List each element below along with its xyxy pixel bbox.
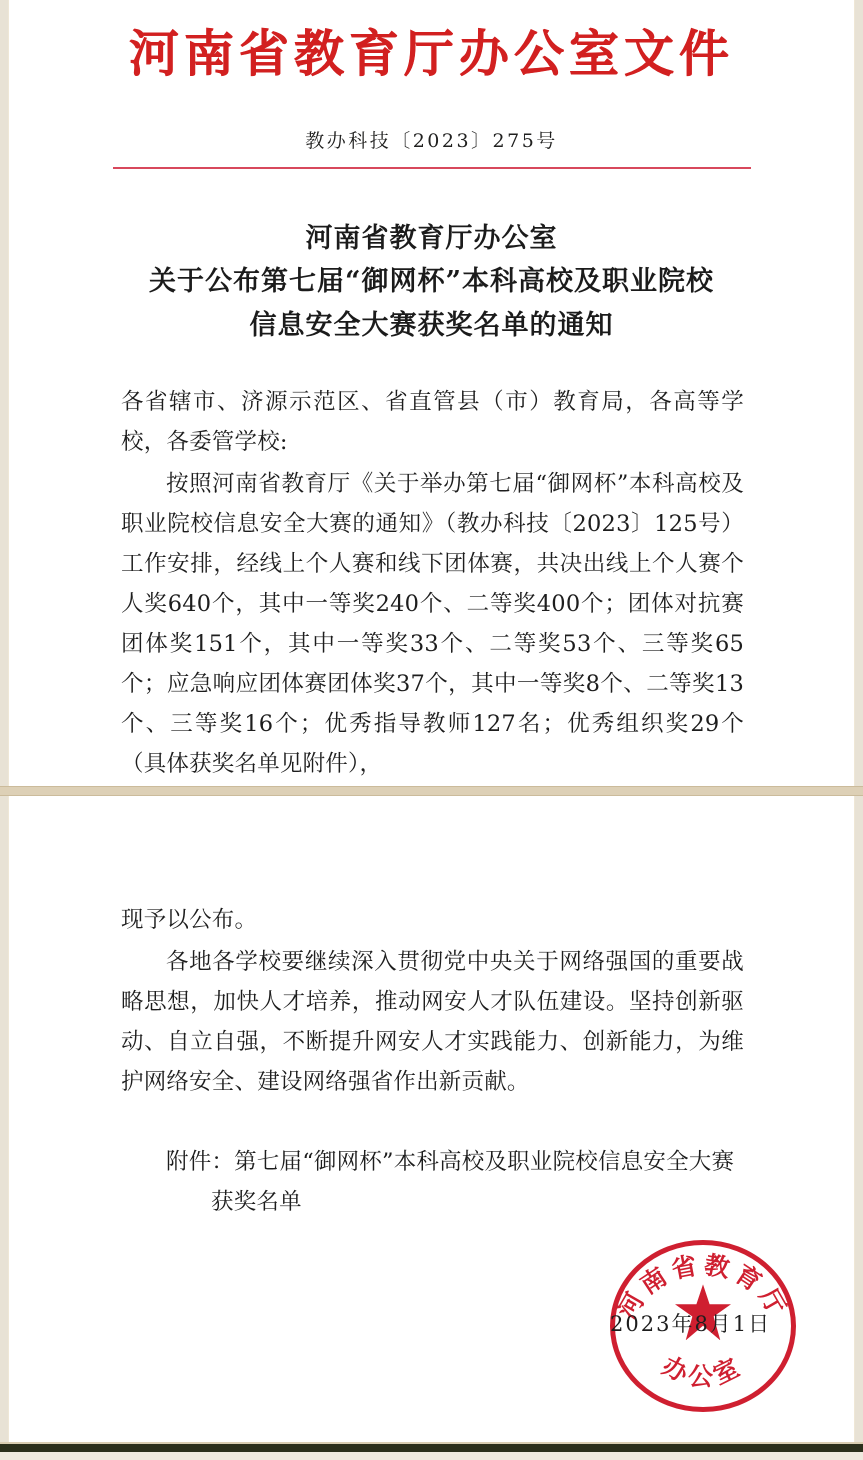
page-separator xyxy=(0,786,863,796)
seal-bottom-text-path: 办公室 xyxy=(657,1351,749,1392)
seal-and-date-zone xyxy=(121,1240,794,1460)
document-title xyxy=(9,217,854,348)
seal-bottom-label xyxy=(658,1351,748,1391)
attachment-block xyxy=(121,1142,744,1222)
attachment-line-2: 获奖名单 xyxy=(211,1189,302,1216)
document-masthead: 河南省教育厅办公室文件 xyxy=(129,24,734,83)
attachment-line-1: 附件：第七届“御网杯”本科高校及职业院校信息安全大赛 xyxy=(166,1149,735,1176)
document-page-2 xyxy=(8,796,855,1444)
issue-date: 2023年8月1日 xyxy=(610,1312,772,1337)
page-2-top-margin xyxy=(9,796,854,900)
red-separator-rule xyxy=(113,167,751,169)
salutation: 各省辖市、济源示范区、省直管县（市）教育局，各高等学校，各委管学校: xyxy=(121,388,744,455)
paragraph-publish: 现予以公布。 xyxy=(121,907,258,933)
document-page-1 xyxy=(8,0,855,788)
title-line-2: 关于公布第七届“御网杯”本科高校及职业院校 xyxy=(148,266,715,298)
title-line-3: 信息安全大赛获奖名单的通知 xyxy=(249,309,614,341)
viewer-bottom-edge xyxy=(0,1444,863,1452)
title-line-1: 河南省教育厅办公室 xyxy=(305,222,558,254)
paragraph-strategy: 各地各学校要继续深入贯彻党中央关于网络强国的重要战略思想，加快人才培养，推动网安人才队伍建设。坚持创新驱动、自立自强，不断提升网安人才实践能力、创新能力，为维护网络安全、建设网络强省作出新贡献。 xyxy=(121,949,744,1096)
page-1-body xyxy=(9,382,856,784)
page-2-body xyxy=(9,900,856,1460)
paragraph-awards-summary: 按照河南省教育厅《关于举办第七届“御网杯”本科高校及职业院校信息安全大赛的通知》（教办科技〔2023〕125号）工作安排，经线上个人赛和线下团体赛，共决出线上个人赛个人奖640个，其中一等奖240个、二等奖400个；团体对抗赛团体奖151个，其中一等奖33个、二等奖53个、三等奖65个；应急响应团体赛团体奖37个，其中一等奖8个、二等奖13个、三等奖16个；优秀指导教师127名；优秀组织奖29个（具体获奖名单见附件）， xyxy=(121,470,744,778)
seal-arc-text-path: 河南省教育厅 xyxy=(612,1250,794,1325)
document-number: 教办科技〔2023〕275号 xyxy=(305,129,558,152)
